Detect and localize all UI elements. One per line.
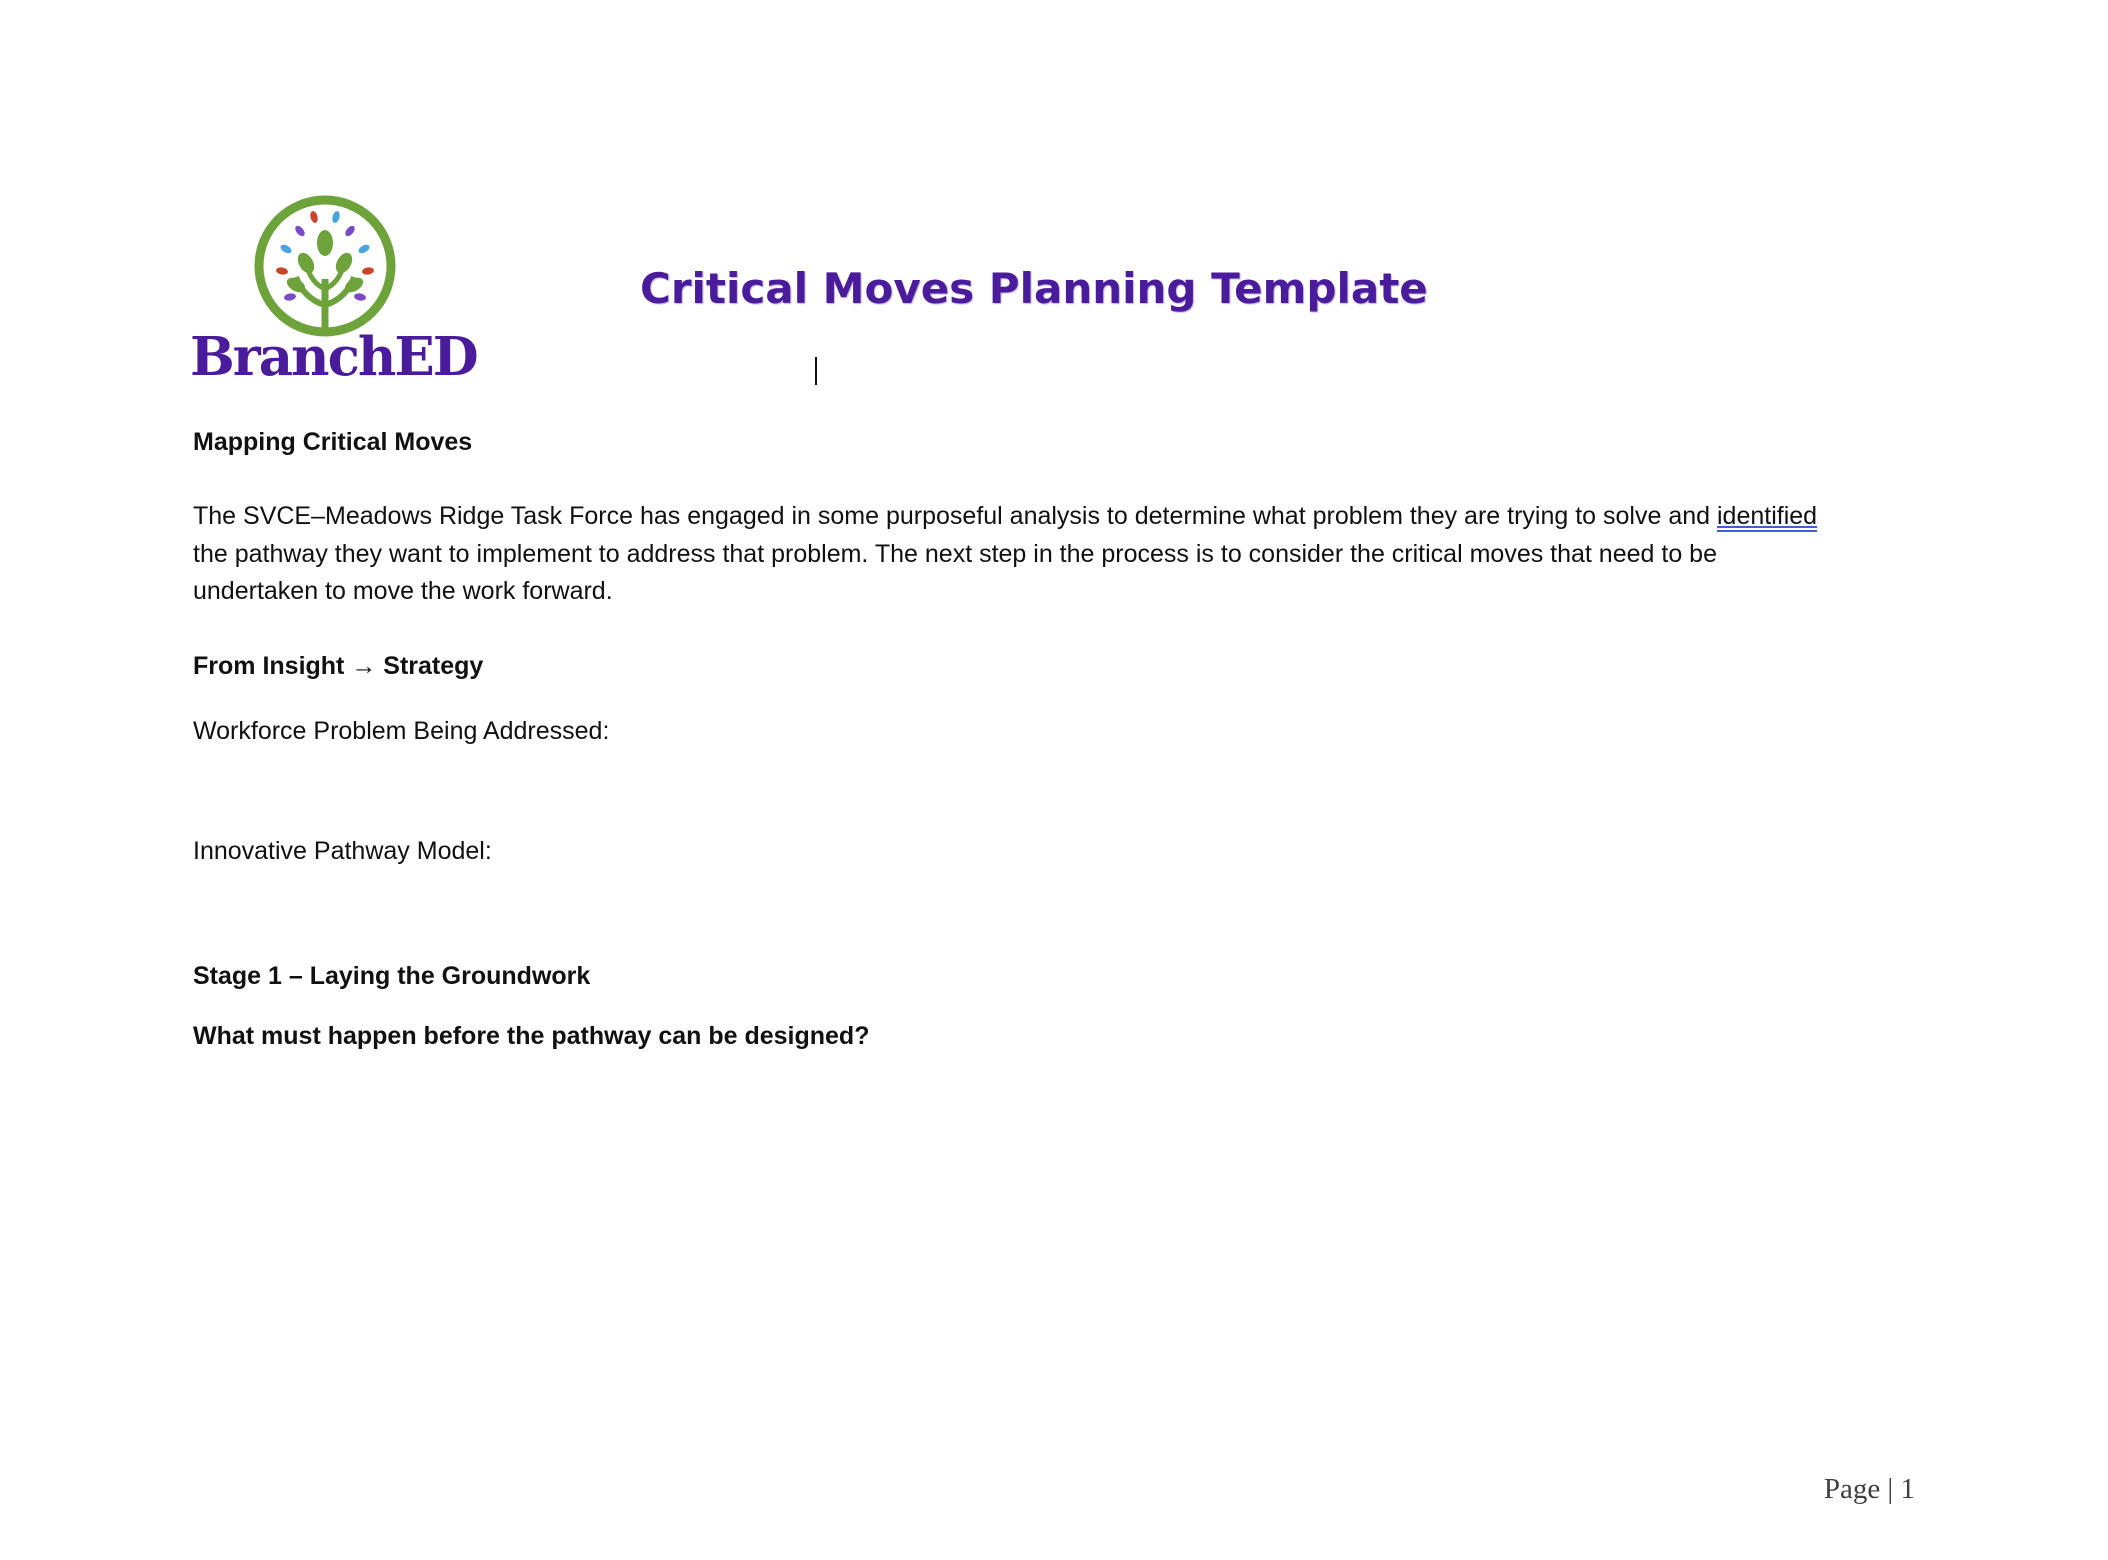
document-title: Critical Moves Planning Template xyxy=(640,264,1428,313)
intro-line-1-text: The SVCE–Meadows Ridge Task Force has engaged in some purposeful analysis to determine what problem they are trying to solve and xyxy=(193,502,1717,530)
heading-stage-1: Stage 1 – Laying the Groundwork xyxy=(193,962,591,990)
heading-insight-strategy: From Insight → Strategy xyxy=(193,652,484,680)
page-number: Page | 1 xyxy=(1823,1473,1915,1505)
workforce-problem-label: Workforce Problem Being Addressed: xyxy=(193,717,610,745)
intro-paragraph xyxy=(193,498,1933,611)
heading-mapping-critical-moves: Mapping Critical Moves xyxy=(193,428,473,456)
tree-logo-icon xyxy=(252,193,398,339)
intro-line-3: undertaken to move the work forward. xyxy=(193,577,613,605)
logo-wordmark: BranchED xyxy=(190,326,477,388)
intro-line-1 xyxy=(193,498,1933,536)
identified-link[interactable]: identified xyxy=(1716,502,1818,530)
pathway-model-label: Innovative Pathway Model: xyxy=(193,837,492,865)
branched-logo xyxy=(190,193,480,388)
intro-line-2: the pathway they want to implement to address that problem. The next step in the process is to consider the critical moves that need to be xyxy=(193,539,1717,568)
text-cursor xyxy=(815,357,817,385)
stage-1-question: What must happen before the pathway can be designed? xyxy=(193,1022,870,1050)
